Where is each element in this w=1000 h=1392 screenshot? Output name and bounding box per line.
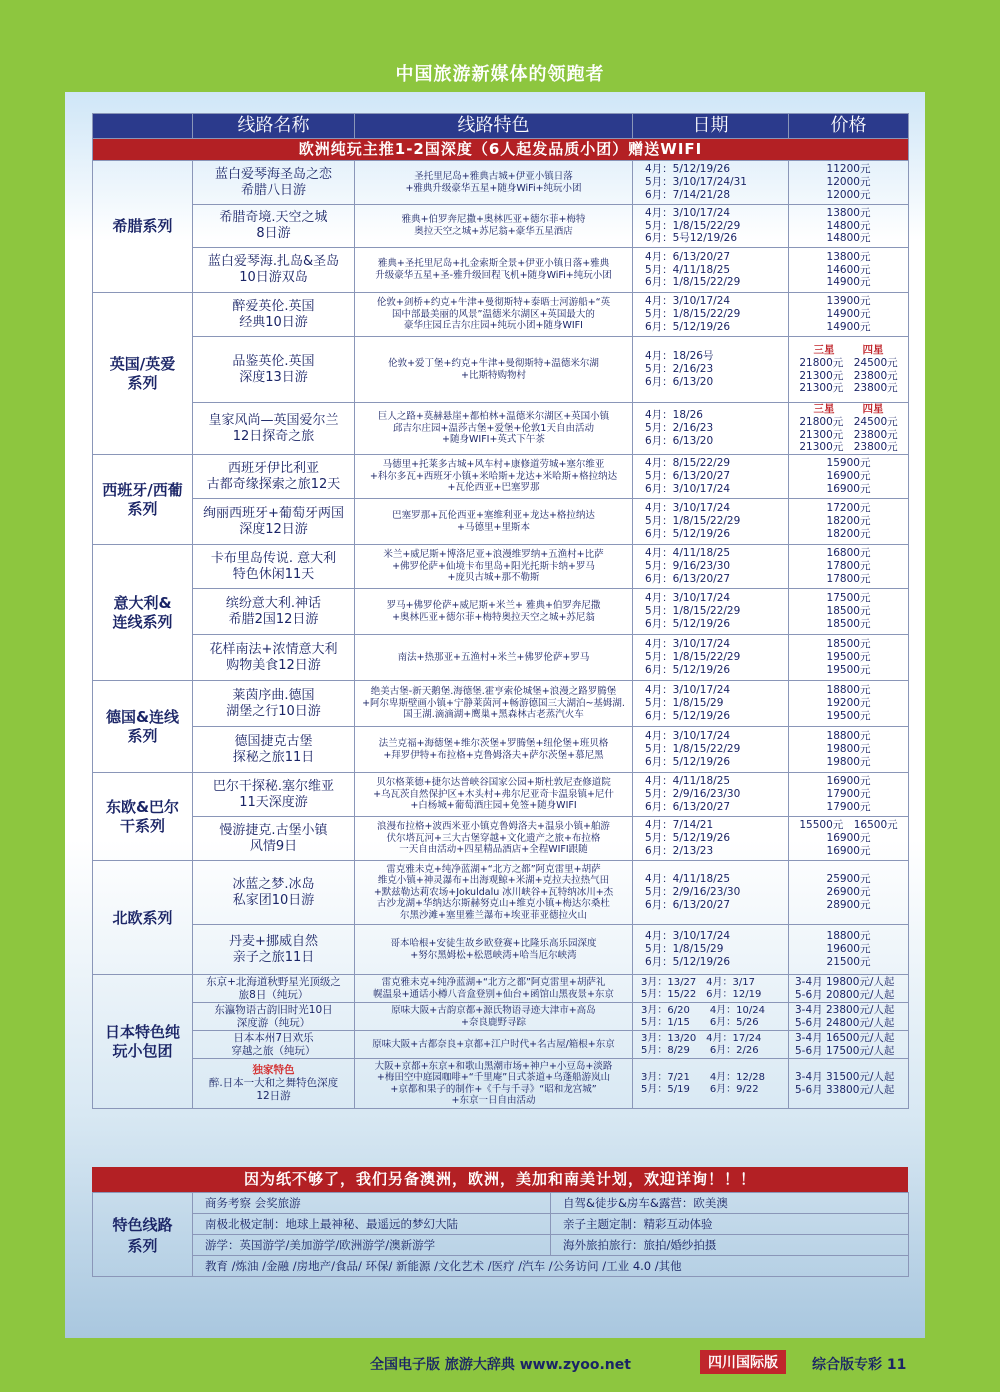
special-cell: 海外旅拍旅行：旅拍/婚纱拍摄	[551, 1235, 909, 1256]
footer-site-text: 全国电子版 旅游大辞典 www.zyoo.net	[370, 1357, 631, 1373]
route-name-cell	[193, 293, 355, 337]
route-name-cell	[193, 861, 355, 925]
special-cell: 游学：英国游学/美加游学/欧洲游学/澳新游学	[193, 1235, 551, 1256]
route-dates: 3月：13/27 4月：3/17 5月：15/22 6月：12/19	[633, 975, 789, 1003]
route-name: 东瀛物语古韵旧时光10日 深度游（纯玩）	[214, 1003, 333, 1029]
series-name: 西班牙/西葡 系列	[93, 455, 193, 545]
route-name: 巴尔干探秘.塞尔维亚 11天深度游	[212, 778, 335, 810]
route-name-cell	[193, 773, 355, 817]
route-price-cell	[789, 773, 909, 817]
route-name: 希腊奇境.天空之城 8日游	[219, 210, 328, 241]
route-price-cell	[789, 681, 909, 727]
route-dates: 3月：7/21 4月：12/28 5月：5/19 6月：9/22	[633, 1059, 789, 1109]
route-prices: 13900元 14900元 14900元	[826, 295, 871, 333]
special-row	[93, 1214, 909, 1235]
route-features: 巴塞罗那+瓦伦西亚+塞维利亚+龙达+格拉纳达 +马德里+里斯本	[355, 499, 633, 545]
series-name: 德国&连线 系列	[93, 681, 193, 773]
table-header-row	[93, 114, 909, 139]
route-prices: 18800元 19600元 21500元	[826, 930, 871, 969]
series-name: 北欧系列	[93, 861, 193, 975]
table-row	[93, 455, 909, 499]
route-table	[92, 113, 909, 1109]
route-features: 雷克雅未克+纯净蓝湖+“北方之都”阿克雷里+胡萨 维克小镇+神灵瀑布+出海观鲸+米湖+克拉夫拉热气田 +默兹勒达莉农场+Jokuldalu 冰川峡谷+瓦特纳冰川+杰 古沙龙湖+华纳达尔斯赫努克山+维克小镇+梅达尔桑杜 尔黑沙滩+塞里雅兰瀑布+埃亚菲亚德拉火山	[355, 861, 633, 925]
route-features: 法兰克福+海德堡+维尔茨堡+罗腾堡+纽伦堡+班贝格 +拜罗伊特+布拉格+克鲁姆洛夫+萨尔茨堡+慕尼黑	[355, 727, 633, 773]
route-dates: 4月：4/11/18/25 5月：2/9/16/23/30 6月：6/13/20/27	[633, 773, 789, 817]
route-features: 圣托里尼岛+雅典古城+伊亚小镇日落 +雅典升级豪华五星+随身WiFi+纯玩小团	[355, 161, 633, 205]
series-name: 英国/英爱 系列	[93, 293, 193, 455]
route-prices: 21800元 24500元 21300元 23800元 21300元 23800元	[799, 415, 898, 454]
series-name: 日本特色纯 玩小包团	[93, 975, 193, 1109]
table-row	[93, 681, 909, 727]
star4-label: 四星	[862, 343, 884, 356]
special-series-title: 特色线路 系列	[93, 1193, 193, 1277]
route-price-cell	[789, 205, 909, 248]
route-prices: 3-4月 31500元/人起 5-6月 33800元/人起	[795, 1070, 895, 1096]
route-dates: 4月：3/10/17/24 5月：1/8/15/22/29 6月：5号12/19/26	[633, 205, 789, 248]
route-prices: 13800元 14800元 14800元	[826, 206, 871, 245]
route-dates: 4月：3/10/17/24 5月：1/8/15/22/29 6月：5/12/19/26	[633, 499, 789, 545]
route-name-cell	[193, 455, 355, 499]
route-price-cell	[789, 499, 909, 545]
route-dates: 4月：5/12/19/26 5月：3/10/17/24/31 6月：7/14/21/28	[633, 161, 789, 205]
route-price-cell	[789, 817, 909, 861]
route-dates: 4月：3/10/17/24 5月：1/8/15/22/29 6月：5/12/19/26	[633, 727, 789, 773]
route-name: 绚丽西班牙+葡萄牙两国 深度12日游	[203, 505, 344, 537]
route-features: 伦敦+爱丁堡+约克+牛津+曼彻斯特+温德米尔湖 +比斯特购物村	[355, 337, 633, 403]
route-name: 西班牙伊比利亚 古都奇缘探索之旅12天	[206, 460, 341, 492]
route-features: 哥本哈根+安徒生故乡欧登赛+比隆乐高乐园深度 +努尔黑姆松+松恩峡湾+哈当厄尔峡湾	[355, 925, 633, 975]
route-dates: 4月：3/10/17/24 5月：1/8/15/22/29 6月：5/12/19/26	[633, 293, 789, 337]
header-price: 价格	[789, 114, 909, 139]
route-name-cell	[193, 1003, 355, 1031]
star-levels	[789, 344, 908, 357]
header-dates: 日期	[633, 114, 789, 139]
route-name: 蓝白爱琴海圣岛之恋 希腊八日游	[214, 166, 332, 198]
table-row	[93, 773, 909, 817]
table-row	[93, 925, 909, 975]
route-dates: 3月：13/20 4月：17/24 5月：8/29 6月：2/26	[633, 1031, 789, 1059]
route-name: 德国捷克古堡 探秘之旅11日	[232, 733, 315, 765]
footer-page-label: 综合版专彩 11	[812, 1357, 907, 1373]
special-industries: 教育 /炼油 /金融 /房地产/食品/ 环保/ 新能源 /文化艺术 /医疗 /汽车 /公务访问 /工业 4.0 /其他	[193, 1256, 909, 1277]
route-name-cell	[193, 403, 355, 455]
table-row	[93, 205, 909, 248]
route-dates: 4月：4/11/18/25 5月：2/9/16/23/30 6月：6/13/20/27	[633, 861, 789, 925]
route-name: 花样南法+浓情意大利 购物美食12日游	[209, 641, 338, 673]
route-dates: 4月：3/10/17/24 5月：1/8/15/29 6月：5/12/19/26	[633, 681, 789, 727]
route-name: 莱茵序曲.德国 湖堡之行10日游	[226, 687, 321, 719]
star3-label: 三星	[813, 403, 835, 415]
route-features: 雅典+圣托里尼岛+扎金索斯全景+伊亚小镇日落+雅典 升级豪华五星+圣-雅升级回程飞机+随身WiFi+纯玩小团	[355, 248, 633, 293]
route-name: 醉.日本一大和之舞特色深度 12日游	[208, 1077, 339, 1103]
route-price-cell	[789, 925, 909, 975]
special-routes-table	[92, 1192, 909, 1277]
route-prices: 11200元 12000元 12000元	[826, 163, 871, 201]
route-prices: 3-4月 16500元/人起 5-6月 17500元/人起	[795, 1031, 895, 1057]
route-dates: 3月：6/20 4月：10/24 5月：1/15 6月：5/26	[633, 1003, 789, 1031]
route-prices: 25900元 26900元 28900元	[826, 873, 871, 912]
route-price-cell	[789, 545, 909, 589]
route-name: 蓝白爱琴海.扎岛&圣岛 10日游双岛	[207, 254, 340, 285]
route-prices: 18800元 19800元 19800元	[826, 730, 871, 769]
bottom-banner: 因为纸不够了，我们另备澳洲，欧洲，美加和南美计划，欢迎详询！！！	[92, 1167, 908, 1192]
route-dates: 4月：18/26 5月：2/16/23 6月：6/13/20	[633, 403, 789, 455]
route-price-cell	[789, 1059, 909, 1109]
special-cell: 亲子主题定制：精彩互动体验	[551, 1214, 909, 1235]
route-price-cell	[789, 727, 909, 773]
promo-banner-row	[93, 139, 909, 161]
route-features: 马德里+托莱多古城+风车村+康修道劳城+塞尔维亚 +科尔多瓦+西班牙小镇+米哈斯+龙达+米哈斯+格拉纳达 +瓦伦西亚+巴塞罗那	[355, 455, 633, 499]
route-dates: 4月：3/10/17/24 5月：1/8/15/29 6月：5/12/19/26	[633, 925, 789, 975]
promo-banner: 欧洲纯玩主推1-2国深度（6人起发品质小团）赠送WIFI	[93, 139, 909, 161]
route-name-cell	[193, 727, 355, 773]
route-dates: 4月：7/14/21 5月：5/12/19/26 6月：2/13/23	[633, 817, 789, 861]
table-row	[93, 248, 909, 293]
footer-edition-badge: 四川国际版	[700, 1350, 786, 1374]
route-name: 丹麦+挪威自然 亲子之旅11日	[229, 933, 318, 965]
route-name-cell	[193, 337, 355, 403]
route-name: 卡布里岛传说. 意大利 特色休闲11天	[210, 550, 337, 582]
route-name: 缤纷意大利.神话 希腊2国12日游	[225, 595, 322, 627]
page-header-title: 中国旅游新媒体的领跑者	[395, 64, 605, 85]
route-name-cell	[193, 589, 355, 635]
route-name-cell	[193, 1031, 355, 1059]
route-price-cell	[789, 403, 909, 455]
star4-label: 四星	[862, 403, 884, 415]
route-features: 南法+热那亚+五渔村+米兰+佛罗伦萨+罗马	[355, 635, 633, 681]
route-features: 雷克雅未克+纯净蓝湖+“北方之都”阿克雷里+胡萨礼 幌温泉+通话小樽八音盒登别+仙台+函馆山黑夜景+东京	[355, 975, 633, 1003]
table-row	[93, 293, 909, 337]
route-prices: 16900元 17900元 17900元	[826, 775, 871, 814]
series-name: 希腊系列	[93, 161, 193, 293]
table-row	[93, 975, 909, 1003]
route-name-cell	[193, 161, 355, 205]
route-prices: 13800元 14600元 14900元	[826, 250, 871, 289]
table-row	[93, 635, 909, 681]
route-prices: 3-4月 19800元/人起 5-6月 20800元/人起	[795, 975, 895, 1001]
special-cell: 南极北极定制：地球上最神秘、最遥远的梦幻大陆	[193, 1214, 551, 1235]
route-prices: 18800元 19200元 19500元	[826, 684, 871, 723]
series-name: 意大利& 连线系列	[93, 545, 193, 681]
exclusive-tag: 独家特色	[252, 1064, 295, 1077]
route-name: 东京+北海道秋野星光顶级之 旅8日（纯玩）	[206, 975, 341, 1001]
special-row	[93, 1193, 909, 1214]
route-features: 贝尔格莱德+捷尔达普峡谷国家公园+斯杜敦尼查修道院 +乌瓦茨自然保护区+木头村+弗尔尼亚奇卡温泉镇+尼什 +白杨城+葡萄酒庄园+免签+随身WIFI	[355, 773, 633, 817]
route-name-cell	[193, 925, 355, 975]
route-name-cell	[193, 499, 355, 545]
route-name-cell	[193, 205, 355, 248]
route-features: 原味大阪+古韵京都+源氏物语寻迹大津市+高岛 +奈良鹿野寻踪	[355, 1003, 633, 1031]
route-price-cell	[789, 861, 909, 925]
route-price-cell	[789, 1003, 909, 1031]
route-features: 米兰+威尼斯+博洛尼亚+浪漫维罗纳+五渔村+比萨 +佛罗伦萨+仙境卡布里岛+阳光托斯卡纳+罗马 +庞贝古城+那不勒斯	[355, 545, 633, 589]
table-row	[93, 817, 909, 861]
route-price-cell	[789, 589, 909, 635]
route-dates: 4月：8/15/22/29 5月：6/13/20/27 6月：3/10/17/24	[633, 455, 789, 499]
route-features: 绝美古堡-新天鹅堡.海德堡.霍亨索伦城堡+浪漫之路罗腾堡 +阿尔卑斯壁画小镇+宁静莱茵河+畅游德国三大湖泊~基姆湖. 国王湖.滴滴湖+鹰巢+黑森林古老蒸汽火车	[355, 681, 633, 727]
table-row	[93, 1031, 909, 1059]
table-row	[93, 727, 909, 773]
route-name-cell	[193, 681, 355, 727]
route-name: 醉爱英伦.英国 经典10日游	[232, 298, 315, 330]
route-prices: 17500元 18500元 18500元	[826, 592, 871, 631]
table-row	[93, 1059, 909, 1109]
route-prices: 15500元 16500元 16900元 16900元	[799, 819, 898, 858]
table-row	[93, 337, 909, 403]
route-price-cell	[789, 293, 909, 337]
table-row	[93, 589, 909, 635]
route-name-cell	[193, 975, 355, 1003]
table-row	[93, 403, 909, 455]
route-prices: 21800元 24500元 21300元 23800元 21300元 23800元	[799, 356, 898, 395]
route-price-cell	[789, 1031, 909, 1059]
route-name-cell	[193, 635, 355, 681]
route-name-cell	[193, 817, 355, 861]
table-row	[93, 861, 909, 925]
route-dates: 4月：4/11/18/25 5月：9/16/23/30 6月：6/13/20/27	[633, 545, 789, 589]
table-row	[93, 499, 909, 545]
table-row	[93, 1003, 909, 1031]
star3-label: 三星	[813, 343, 835, 356]
star-levels	[789, 403, 908, 416]
route-name-cell	[193, 1059, 355, 1109]
route-features: 原味大阪+古都奈良+京都+江户时代+名古屋/箱根+东京	[355, 1031, 633, 1059]
route-features: 罗马+佛罗伦萨+威尼斯+米兰+ 雅典+伯罗奔尼撒 +奥林匹亚+德尔菲+梅特奥拉天空之城+苏尼翁	[355, 589, 633, 635]
route-price-cell	[789, 337, 909, 403]
route-prices: 17200元 18200元 18200元	[826, 502, 871, 541]
table-row	[93, 545, 909, 589]
route-price-cell	[789, 975, 909, 1003]
footer	[0, 1342, 1000, 1392]
series-name: 东欧&巴尔 干系列	[93, 773, 193, 861]
route-name-cell	[193, 248, 355, 293]
header-route-name: 线路名称	[193, 114, 355, 139]
route-prices: 3-4月 23800元/人起 5-6月 24800元/人起	[795, 1003, 895, 1029]
route-price-cell	[789, 248, 909, 293]
route-dates: 4月：3/10/17/24 5月：1/8/15/22/29 6月：5/12/19/26	[633, 589, 789, 635]
route-features: 浪漫布拉格+波西米亚小镇克鲁姆洛夫+温泉小镇+舶游 伏尔塔瓦河+三大古堡穿越+文化遗产之旅+布拉格 一天自由活动+四星精品酒店+全程WIFI跟随	[355, 817, 633, 861]
route-features: 雅典+伯罗奔尼撒+奥林匹亚+德尔菲+梅特 奥拉天空之城+苏尼翁+豪华五星酒店	[355, 205, 633, 248]
route-price-cell	[789, 635, 909, 681]
route-name: 皇家风尚—英国爱尔兰 12日探奇之旅	[208, 412, 339, 444]
route-price-cell	[789, 161, 909, 205]
route-name: 慢游捷克.古堡小镇 风情9日	[219, 822, 328, 854]
special-cell: 商务考察 会奖旅游	[193, 1193, 551, 1214]
table-row	[93, 161, 909, 205]
route-name: 冰蓝之梦.冰岛 私家团10日游	[232, 876, 315, 908]
route-features: 伦敦+剑桥+约克+牛津+曼彻斯特+泰晤士河游船+“英 国中部最美丽的风景”温德米尔湖区+英国最大的 豪华庄园丘吉尔庄园+纯玩小团+随身WIFI	[355, 293, 633, 337]
route-prices: 15900元 16900元 16900元	[826, 457, 871, 496]
route-price-cell	[789, 455, 909, 499]
route-name-cell	[193, 545, 355, 589]
route-name: 品鉴英伦.英国 深度13日游	[232, 353, 315, 385]
route-prices: 16800元 17800元 17800元	[826, 547, 871, 586]
route-features: 巨人之路+莫赫悬崖+都柏林+温德米尔湖区+英国小镇 邱吉尔庄园+温莎古堡+爱堡+伦敦1天自由活动 +随身WIFI+英式下午茶	[355, 403, 633, 455]
route-dates: 4月：6/13/20/27 5月：4/11/18/25 6月：1/8/15/22/29	[633, 248, 789, 293]
header-features: 线路特色	[355, 114, 633, 139]
route-dates: 4月：3/10/17/24 5月：1/8/15/22/29 6月：5/12/19/26	[633, 635, 789, 681]
header-blank	[93, 114, 193, 139]
special-row	[93, 1235, 909, 1256]
route-name: 日本本州7日欢乐 穿越之旅（纯玩）	[231, 1031, 316, 1057]
route-prices: 18500元 19500元 19500元	[826, 638, 871, 677]
special-cell: 自驾&徒步&房车&露营：欧美澳	[551, 1193, 909, 1214]
special-row	[93, 1256, 909, 1277]
route-dates: 4月：18/26号 5月：2/16/23 6月：6/13/20	[633, 337, 789, 403]
route-features: 大阪+京都+东京+和歌山黑潮市场+神户+小豆岛+淡路 +梅田空中庭园咖啡+“千里庵”日式茶道+乌蓬船游岚山 +京都和果子的制作+《千与千寻》“昭和龙宫城” +东京一日自由活动	[355, 1059, 633, 1109]
